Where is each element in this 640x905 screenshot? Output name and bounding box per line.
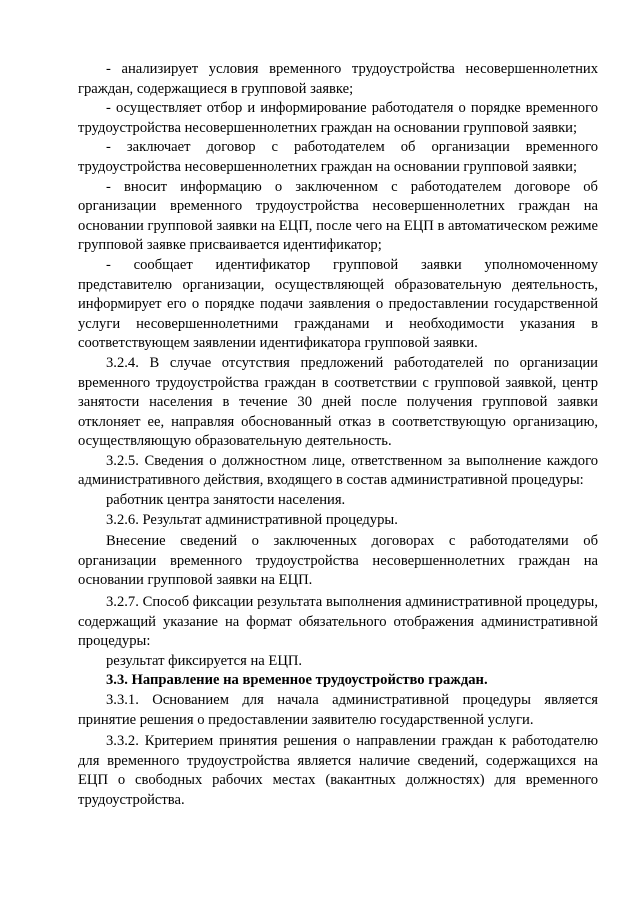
clause-3-3-2: 3.3.2. Критерием принятия решения о направлении граждан к работодателю для временного трудоустройства является наличие сведений, содержащихся на ЕЦП о свободных рабочих местах (вакантных должностях) для временного трудоустройства. <box>78 733 598 808</box>
clause-3-2-7: 3.2.7. Способ фиксации результата выполнения административной процедуры, содержащий указание на формат обязательного отображения административной процедуры: <box>78 594 598 650</box>
list-item-select-inform: - осуществляет отбор и информирование работодателя о порядке временного трудоустройства несовершеннолетних граждан на основании групповой заявки; <box>78 100 598 136</box>
clause-3-3-1: 3.3.1. Основанием для начала административной процедуры является принятие решения о предоставлении заявителю государственной услуги. <box>78 692 598 728</box>
clause-3-2-5: 3.2.5. Сведения о должностном лице, ответственном за выполнение каждого административного действия, входящего в состав административной процедуры: <box>78 452 598 489</box>
responsible-official: работник центра занятости населения. <box>106 492 346 509</box>
procedure-result: Внесение сведений о заключенных договорах с работодателями об организации временного трудоустройства несовершеннолетних граждан на основании групповой заявки на ЕЦП. <box>78 533 598 589</box>
list-item-contract: - заключает договор с работодателем об организации временного трудоустройства несовершеннолетних граждан на основании групповой заявки; <box>78 139 598 175</box>
list-item-analyze: - анализирует условия временного трудоустройства несовершеннолетних граждан, содержащиеся в групповой заявке; <box>78 61 598 97</box>
list-item-enter-info: - вносит информацию о заключенном с работодателем договоре об организации временного трудоустройства несовершеннолетних граждан на основании групповой заявки на ЕЦП, после чего на ЕЦП в автоматическом режиме групповой заявке присваивается идентификатор; <box>78 178 598 254</box>
fixation-result: результат фиксируется на ЕЦП. <box>106 652 303 669</box>
clause-3-2-6: 3.2.6. Результат административной процедуры. <box>106 511 398 528</box>
document-body <box>78 60 598 811</box>
clause-3-2-4: 3.2.4. В случае отсутствия предложений работодателей по организации временного трудоустройства граждан в соответствии с групповой заявкой, центр занятости населения в течение 30 дней после получения групповой заявки отклоняет ее, направляя обоснованный отказ в соответствующую организацию, осуществляющую образовательную деятельность. <box>78 354 598 450</box>
list-item-report-id: - сообщает идентификатор групповой заявки уполномоченному представителю организации, осуществляющей образовательную деятельность, информирует его о порядке подачи заявления о предоставлении государственной услуги несовершеннолетними гражданами и необходимости указания в соответствующем заявлении идентификатора групповой заявки. <box>78 256 598 352</box>
section-heading-3-3: 3.3. Направление на временное трудоустройство граждан. <box>106 672 488 689</box>
